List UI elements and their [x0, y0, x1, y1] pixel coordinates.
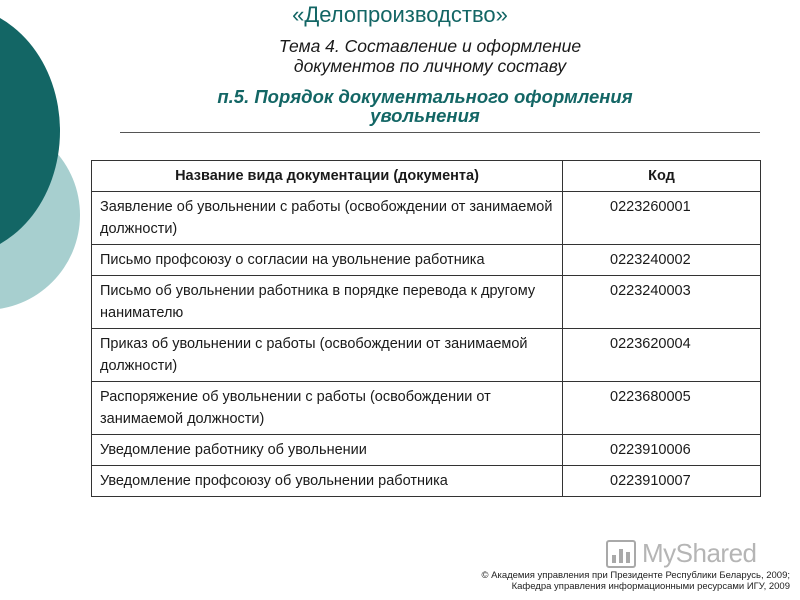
section-line-1: п.5. Порядок документального оформления [217, 86, 633, 107]
document-code-cell: 0223240002 [563, 245, 761, 276]
table-row [92, 382, 761, 435]
document-name-cell: Приказ об увольнении с работы (освобождении от занимаемой должности) [92, 329, 563, 382]
document-code-cell: 0223240003 [563, 276, 761, 329]
document-code-cell: 0223910007 [563, 466, 761, 497]
slide-title: «Делопроизводство» [292, 2, 508, 27]
table-row [92, 276, 761, 329]
document-name-cell: Уведомление работнику об увольнении [92, 435, 563, 466]
table-row [92, 329, 761, 382]
column-header-code: Код [563, 161, 761, 192]
section-heading [150, 87, 700, 125]
copyright-line-1: © Академия управления при Президенте Республики Беларусь, 2009; [481, 570, 790, 581]
documents-table [91, 160, 761, 497]
document-name-cell: Письмо профсоюзу о согласии на увольнение работника [92, 245, 563, 276]
watermark [606, 538, 757, 569]
document-name-cell: Распоряжение об увольнении с работы (освобождении от занимаемой должности) [92, 382, 563, 435]
section-line-2: увольнения [370, 105, 480, 126]
copyright-notice [430, 570, 790, 592]
topic-line-2: документов по личному составу [293, 56, 567, 76]
document-code-cell: 0223910006 [563, 435, 761, 466]
divider [120, 132, 760, 133]
watermark-text: MyShared [642, 538, 757, 568]
copyright-line-2: Кафедра управления информационными ресурсами ИГУ, 2009 [511, 581, 790, 592]
table-row [92, 245, 761, 276]
document-code-cell: 0223680005 [563, 382, 761, 435]
document-name-cell: Заявление об увольнении с работы (освобождении от занимаемой должности) [92, 192, 563, 245]
table-row [92, 192, 761, 245]
document-name-cell: Уведомление профсоюзу об увольнении работника [92, 466, 563, 497]
bar-chart-icon [606, 540, 636, 568]
table-row [92, 466, 761, 497]
topic-heading [240, 36, 620, 76]
column-header-name: Название вида документации (документа) [92, 161, 563, 192]
topic-line-1: Тема 4. Составление и оформление [278, 36, 582, 56]
table-row [92, 435, 761, 466]
document-code-cell: 0223620004 [563, 329, 761, 382]
table-header-row [92, 161, 761, 192]
document-name-cell: Письмо об увольнении работника в порядке перевода к другому нанимателю [92, 276, 563, 329]
document-code-cell: 0223260001 [563, 192, 761, 245]
